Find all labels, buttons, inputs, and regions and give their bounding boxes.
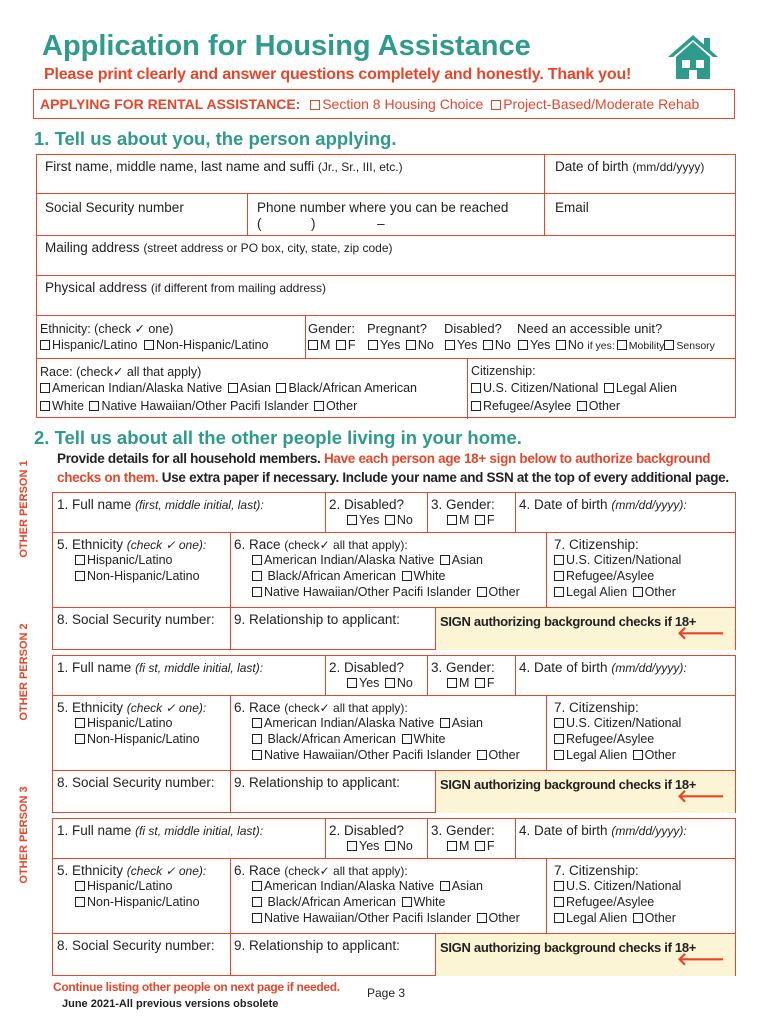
race-label: 6. Race bbox=[234, 537, 281, 552]
legal-alien-checkbox[interactable] bbox=[554, 913, 564, 923]
pregnant-yes-label: Yes bbox=[380, 338, 401, 352]
person-disabled-field bbox=[329, 660, 413, 690]
race-other-checkbox[interactable] bbox=[314, 401, 324, 411]
pregnant-yes-checkbox[interactable] bbox=[368, 340, 378, 350]
race-other-label: Other bbox=[488, 911, 520, 925]
person-citizenship-field bbox=[554, 537, 681, 599]
name-hint: (Jr., Sr., III, etc.) bbox=[317, 160, 403, 174]
fullname-hint: (first, middle initial, last): bbox=[135, 498, 264, 512]
dob-label: Date of birth bbox=[555, 159, 629, 174]
citizenship-label: Citizenship: bbox=[471, 364, 536, 378]
person-ethnicity-field bbox=[57, 700, 206, 746]
disabled-yes-label: Yes bbox=[457, 338, 478, 352]
dob-hint: (mm/dd/yyyy): bbox=[611, 824, 687, 838]
legal-alien-label: Legal Alien bbox=[566, 748, 628, 762]
non-hispanic-label: Non-Hispanic/Latino bbox=[87, 895, 200, 909]
refugee-checkbox[interactable] bbox=[554, 897, 564, 907]
sensory-checkbox[interactable] bbox=[664, 340, 674, 350]
disabled-label: 2. Disabled? bbox=[329, 823, 405, 838]
project-based-label: Project-Based/Moderate Rehab bbox=[503, 96, 700, 112]
citizen-label: U.S. Citizen/National bbox=[566, 716, 682, 730]
race-pacific-label: Native Hawaiian/Other Pacifi Islander bbox=[264, 748, 472, 762]
race-black-label: Black/African American bbox=[267, 895, 397, 909]
citizen-checkbox[interactable] bbox=[554, 881, 564, 891]
race-other-label: Other bbox=[325, 399, 358, 413]
gender-m-checkbox[interactable] bbox=[447, 841, 457, 851]
f-label: F bbox=[486, 839, 495, 853]
m-label: M bbox=[459, 676, 470, 690]
refugee-label: Refugee/Asylee bbox=[566, 895, 655, 909]
disabled-no-checkbox[interactable] bbox=[385, 841, 395, 851]
race-asian-checkbox[interactable] bbox=[228, 383, 238, 393]
fullname-hint: (fi st, middle initial, last): bbox=[135, 824, 264, 838]
rental-assistance-type-box bbox=[33, 89, 735, 119]
gender-f-label: F bbox=[347, 338, 356, 352]
pregnant-no-label: No bbox=[417, 338, 434, 352]
section1-heading: 1. Tell us about you, the person applying. bbox=[34, 128, 397, 149]
race-pacific-checkbox[interactable] bbox=[252, 587, 262, 597]
applicant-email-field[interactable] bbox=[555, 200, 589, 215]
relationship-label: 9. Relationship to applicant: bbox=[234, 775, 400, 790]
person-side-label: OTHER PERSON 2 bbox=[18, 623, 30, 721]
phone-paren-open: ( bbox=[257, 216, 262, 231]
dob-label: 4. Date of birth bbox=[519, 497, 608, 512]
person-relationship-field[interactable] bbox=[234, 612, 400, 627]
hispanic-label: Hispanic/Latino bbox=[87, 879, 173, 893]
race-asian-checkbox[interactable] bbox=[440, 555, 450, 565]
phone-paren-close: ) bbox=[311, 216, 316, 231]
legal-alien-checkbox[interactable] bbox=[554, 587, 564, 597]
hispanic-label: Hispanic/Latino bbox=[87, 716, 173, 730]
race-asian-checkbox[interactable] bbox=[440, 881, 450, 891]
person-disabled-field bbox=[329, 823, 413, 853]
non-hispanic-checkbox[interactable] bbox=[75, 897, 85, 907]
sign-label: SIGN authorizing background checks if 18+ bbox=[440, 777, 697, 792]
disabled-no-checkbox[interactable] bbox=[483, 340, 493, 350]
race-american-indian-label: American Indian/Alaska Native bbox=[264, 553, 435, 567]
cit-other-checkbox[interactable] bbox=[633, 587, 643, 597]
person-fullname-field[interactable] bbox=[57, 497, 264, 512]
race-pacific-checkbox[interactable] bbox=[89, 401, 99, 411]
person-citizenship-field bbox=[554, 863, 681, 925]
person-ssn-field[interactable] bbox=[57, 938, 215, 953]
continue-note: Continue listing other people on next page if needed. bbox=[53, 980, 340, 994]
no-label: No bbox=[396, 513, 413, 527]
person-side-label: OTHER PERSON 3 bbox=[18, 786, 30, 884]
person-block bbox=[52, 492, 736, 650]
person-dob-field[interactable] bbox=[519, 660, 687, 675]
pregnant-no-checkbox[interactable] bbox=[406, 340, 416, 350]
physical-hint: (if different from mailing address) bbox=[150, 281, 327, 295]
citizenship-label: 7. Citizenship: bbox=[554, 863, 639, 878]
race-hint: (check✓ all that apply): bbox=[284, 538, 408, 552]
relationship-label: 9. Relationship to applicant: bbox=[234, 938, 400, 953]
disabled-yes-checkbox[interactable] bbox=[445, 340, 455, 350]
gender-f-checkbox[interactable] bbox=[475, 841, 485, 851]
refugee-checkbox[interactable] bbox=[554, 734, 564, 744]
disabled-yes-checkbox[interactable] bbox=[347, 841, 357, 851]
dob-hint: (mm/dd/yyyy) bbox=[632, 160, 705, 174]
person-race-field bbox=[234, 700, 520, 762]
no-label: No bbox=[396, 839, 413, 853]
race-american-indian-label: American Indian/Alaska Native bbox=[264, 879, 435, 893]
legal-alien-checkbox[interactable] bbox=[604, 383, 614, 393]
person-fullname-field[interactable] bbox=[57, 823, 263, 838]
refugee-label: Refugee/Asylee bbox=[566, 569, 655, 583]
section2-instructions-line2 bbox=[57, 470, 729, 485]
yes-label: Yes bbox=[359, 513, 380, 527]
disabled-no-checkbox[interactable] bbox=[385, 678, 395, 688]
citizenship-label: 7. Citizenship: bbox=[554, 700, 639, 715]
race-white-checkbox[interactable] bbox=[402, 897, 412, 907]
race-pacific-checkbox[interactable] bbox=[252, 913, 262, 923]
refugee-checkbox[interactable] bbox=[471, 401, 481, 411]
email-label: Email bbox=[555, 200, 589, 215]
sign-label: SIGN authorizing background checks if 18+ bbox=[440, 614, 697, 629]
race-american-indian-checkbox[interactable] bbox=[40, 383, 50, 393]
refugee-label: Refugee/Asylee bbox=[566, 732, 655, 746]
gender-options bbox=[308, 338, 356, 352]
applicant-name-field[interactable] bbox=[45, 159, 403, 174]
refugee-checkbox[interactable] bbox=[554, 571, 564, 581]
phone-label: Phone number where you can be reached bbox=[257, 200, 509, 215]
signature-field[interactable] bbox=[436, 608, 735, 650]
ssn-label: 8. Social Security number: bbox=[57, 775, 215, 790]
arrow-left-icon: 🡐 bbox=[676, 949, 725, 969]
race-other-checkbox[interactable] bbox=[477, 913, 487, 923]
ethnicity-hint: (check ✓ one): bbox=[126, 538, 207, 552]
ethnicity-hint: (check ✓ one): bbox=[126, 701, 207, 715]
ethnicity-label: 5. Ethnicity bbox=[57, 700, 124, 715]
cit-other-label: Other bbox=[588, 399, 621, 413]
section2-instructions-line1 bbox=[57, 451, 710, 466]
person-citizenship-field bbox=[554, 700, 681, 762]
applicant-phone-field[interactable] bbox=[257, 200, 508, 231]
cit-other-label: Other bbox=[644, 585, 676, 599]
yes-label: Yes bbox=[359, 676, 380, 690]
no-label: No bbox=[396, 676, 413, 690]
disabled-yes-checkbox[interactable] bbox=[347, 515, 357, 525]
race-label: 6. Race bbox=[234, 700, 281, 715]
person-dob-field[interactable] bbox=[519, 497, 687, 512]
disabled-yes-checkbox[interactable] bbox=[347, 678, 357, 688]
section8-label: Section 8 Housing Choice bbox=[322, 96, 484, 112]
gender-f-checkbox[interactable] bbox=[336, 340, 346, 350]
race-hint: (check✓ all that apply): bbox=[284, 864, 408, 878]
hispanic-checkbox[interactable] bbox=[40, 340, 50, 350]
ssn-label: 8. Social Security number: bbox=[57, 938, 215, 953]
gender-m-label: M bbox=[320, 338, 331, 352]
project-based-checkbox[interactable] bbox=[491, 100, 501, 110]
applicant-dob-field[interactable] bbox=[555, 159, 704, 174]
mobility-label: Mobility bbox=[628, 340, 665, 352]
race-american-indian-checkbox[interactable] bbox=[252, 555, 262, 565]
citizen-checkbox[interactable] bbox=[471, 383, 481, 393]
non-hispanic-checkbox[interactable] bbox=[144, 340, 154, 350]
pregnant-label: Pregnant? bbox=[367, 321, 427, 336]
person-gender-field bbox=[431, 660, 495, 690]
race-white-label: White bbox=[413, 569, 446, 583]
section2-heading: 2. Tell us about all the other people living in your home. bbox=[34, 427, 522, 448]
accessible-no-label: No bbox=[567, 338, 584, 352]
race-other-checkbox[interactable] bbox=[477, 750, 487, 760]
race-label: Race: (check✓ all that apply) bbox=[40, 365, 202, 379]
legal-alien-checkbox[interactable] bbox=[554, 750, 564, 760]
race-black-checkbox[interactable] bbox=[252, 734, 262, 744]
accessible-yes-label: Yes bbox=[530, 338, 551, 352]
section8-checkbox[interactable] bbox=[310, 100, 320, 110]
race-black-checkbox[interactable] bbox=[252, 897, 262, 907]
phone-dash: – bbox=[377, 216, 385, 231]
cit-other-label: Other bbox=[644, 748, 676, 762]
person-block bbox=[52, 655, 736, 813]
person-side-label: OTHER PERSON 1 bbox=[18, 460, 30, 558]
house-icon bbox=[666, 32, 720, 82]
ssn-label: 8. Social Security number: bbox=[57, 612, 215, 627]
race-white-label: White bbox=[413, 732, 446, 746]
person-race-field bbox=[234, 537, 520, 599]
ethnicity-label: Ethnicity: (check ✓ one) bbox=[40, 322, 174, 336]
physical-label: Physical address bbox=[45, 280, 148, 295]
accessible-unit-label: Need an accessible unit? bbox=[517, 321, 663, 336]
race-white-label: White bbox=[52, 399, 84, 413]
mobility-checkbox[interactable] bbox=[617, 340, 627, 350]
citizen-checkbox[interactable] bbox=[554, 718, 564, 728]
race-black-label: Black/African American bbox=[267, 569, 397, 583]
citizenship-options-line1 bbox=[471, 381, 677, 395]
refugee-label: Refugee/Asylee bbox=[483, 399, 572, 413]
legal-alien-label: Legal Alien bbox=[566, 911, 628, 925]
hispanic-checkbox[interactable] bbox=[75, 881, 85, 891]
race-american-indian-label: American Indian/Alaska Native bbox=[264, 716, 435, 730]
race-asian-label: Asian bbox=[451, 553, 483, 567]
gender-f-checkbox[interactable] bbox=[475, 678, 485, 688]
instr-b: Have each person age 18+ sign below to authorize background bbox=[323, 451, 711, 466]
applicant-info-grid bbox=[36, 154, 736, 418]
race-other-checkbox[interactable] bbox=[477, 587, 487, 597]
person-relationship-field[interactable] bbox=[234, 775, 400, 790]
hispanic-checkbox[interactable] bbox=[75, 555, 85, 565]
gender-m-checkbox[interactable] bbox=[447, 515, 457, 525]
sensory-label: Sensory bbox=[676, 340, 715, 352]
instr-c: checks on them. bbox=[57, 470, 159, 485]
race-black-checkbox[interactable] bbox=[276, 383, 286, 393]
disabled-label: 2. Disabled? bbox=[329, 660, 405, 675]
cit-other-label: Other bbox=[644, 911, 676, 925]
race-asian-label: Asian bbox=[239, 381, 271, 395]
ethnicity-options bbox=[40, 338, 269, 352]
citizen-label: U.S. Citizen/National bbox=[483, 381, 599, 395]
citizen-checkbox[interactable] bbox=[554, 555, 564, 565]
hispanic-checkbox[interactable] bbox=[75, 718, 85, 728]
legal-alien-label: Legal Alien bbox=[615, 381, 677, 395]
race-white-checkbox[interactable] bbox=[402, 734, 412, 744]
person-block bbox=[52, 818, 736, 976]
gender-m-checkbox[interactable] bbox=[447, 678, 457, 688]
dob-hint: (mm/dd/yyyy): bbox=[611, 498, 687, 512]
accessible-yes-checkbox[interactable] bbox=[518, 340, 528, 350]
non-hispanic-checkbox[interactable] bbox=[75, 571, 85, 581]
legal-alien-label: Legal Alien bbox=[566, 585, 628, 599]
relationship-label: 9. Relationship to applicant: bbox=[234, 612, 400, 627]
accessible-options bbox=[518, 338, 715, 352]
hispanic-label: Hispanic/Latino bbox=[87, 553, 173, 567]
name-label: First name, middle name, last name and suffi bbox=[45, 159, 315, 174]
dob-hint: (mm/dd/yyyy): bbox=[611, 661, 687, 675]
non-hispanic-checkbox[interactable] bbox=[75, 734, 85, 744]
applicant-ssn-field[interactable] bbox=[45, 200, 184, 215]
race-options-line1 bbox=[40, 381, 417, 395]
page-number: Page 3 bbox=[367, 986, 406, 1000]
fullname-label: 1. Full name bbox=[57, 823, 132, 838]
sign-label: SIGN authorizing background checks if 18+ bbox=[440, 940, 697, 955]
page-title: Application for Housing Assistance bbox=[42, 30, 531, 62]
pregnant-options bbox=[368, 338, 434, 352]
person-race-field bbox=[234, 863, 520, 925]
fullname-hint: (fi st, middle initial, last): bbox=[135, 661, 264, 675]
dob-label: 4. Date of birth bbox=[519, 823, 608, 838]
cit-other-checkbox[interactable] bbox=[633, 750, 643, 760]
cit-other-checkbox[interactable] bbox=[577, 401, 587, 411]
person-disabled-field bbox=[329, 497, 413, 527]
citizenship-options-line2 bbox=[471, 399, 620, 413]
apply-label: APPLYING FOR RENTAL ASSISTANCE: bbox=[40, 96, 301, 112]
race-white-checkbox[interactable] bbox=[40, 401, 50, 411]
arrow-left-icon: 🡐 bbox=[676, 623, 725, 643]
m-label: M bbox=[459, 513, 470, 527]
dob-label: 4. Date of birth bbox=[519, 660, 608, 675]
non-hispanic-label: Non-Hispanic/Latino bbox=[87, 732, 200, 746]
race-asian-label: Asian bbox=[451, 716, 483, 730]
accessible-no-checkbox[interactable] bbox=[556, 340, 566, 350]
race-american-indian-checkbox[interactable] bbox=[252, 881, 262, 891]
race-hint: (check✓ all that apply): bbox=[284, 701, 408, 715]
signature-field[interactable] bbox=[436, 771, 735, 813]
citizenship-label: 7. Citizenship: bbox=[554, 537, 639, 552]
mailing-address-field[interactable] bbox=[45, 240, 393, 255]
gender-m-checkbox[interactable] bbox=[308, 340, 318, 350]
arrow-left-icon: 🡐 bbox=[676, 786, 725, 806]
disabled-no-checkbox[interactable] bbox=[385, 515, 395, 525]
ethnicity-label: 5. Ethnicity bbox=[57, 863, 124, 878]
instr-a: Provide details for all household members. bbox=[57, 451, 321, 466]
race-american-indian-label: American Indian/Alaska Native bbox=[52, 381, 223, 395]
race-asian-label: Asian bbox=[451, 879, 483, 893]
race-pacific-label: Native Hawaiian/Other Pacifi Islander bbox=[101, 399, 309, 413]
race-other-label: Other bbox=[488, 585, 520, 599]
race-label: 6. Race bbox=[234, 863, 281, 878]
gender-label: 3. Gender: bbox=[431, 497, 495, 512]
ethnicity-label: 5. Ethnicity bbox=[57, 537, 124, 552]
race-white-checkbox[interactable] bbox=[402, 571, 412, 581]
non-hispanic-label: Non-Hispanic/Latino bbox=[87, 569, 200, 583]
race-options-line2 bbox=[40, 399, 357, 413]
mailing-label: Mailing address bbox=[45, 240, 140, 255]
race-white-label: White bbox=[413, 895, 446, 909]
yes-label: Yes bbox=[359, 839, 380, 853]
person-fullname-field[interactable] bbox=[57, 660, 263, 675]
race-asian-checkbox[interactable] bbox=[440, 718, 450, 728]
disabled-options bbox=[445, 338, 511, 352]
gender-label: 3. Gender: bbox=[431, 823, 495, 838]
cit-other-checkbox[interactable] bbox=[633, 913, 643, 923]
person-ethnicity-field bbox=[57, 863, 206, 909]
race-pacific-label: Native Hawaiian/Other Pacifi Islander bbox=[264, 911, 472, 925]
citizen-label: U.S. Citizen/National bbox=[566, 879, 682, 893]
m-label: M bbox=[459, 839, 470, 853]
version-note: June 2021-All previous versions obsolete bbox=[62, 998, 279, 1010]
citizen-label: U.S. Citizen/National bbox=[566, 553, 682, 567]
race-black-label: Black/African American bbox=[267, 732, 397, 746]
person-gender-field bbox=[431, 497, 495, 527]
race-pacific-checkbox[interactable] bbox=[252, 750, 262, 760]
person-ssn-field[interactable] bbox=[57, 612, 215, 627]
gender-f-checkbox[interactable] bbox=[475, 515, 485, 525]
f-label: F bbox=[486, 676, 495, 690]
mailing-hint: (street address or PO box, city, state, zip code) bbox=[143, 241, 393, 255]
page-subtitle: Please print clearly and answer questions completely and honestly. Thank you! bbox=[44, 66, 632, 83]
disabled-label: Disabled? bbox=[444, 321, 502, 336]
if-yes-label: if yes: bbox=[587, 340, 615, 352]
race-pacific-label: Native Hawaiian/Other Pacifi Islander bbox=[264, 585, 472, 599]
disabled-no-label: No bbox=[494, 338, 511, 352]
ssn-label: Social Security number bbox=[45, 200, 184, 215]
race-other-label: Other bbox=[488, 748, 520, 762]
non-hispanic-label: Non-Hispanic/Latino bbox=[155, 338, 269, 352]
person-gender-field bbox=[431, 823, 495, 853]
person-ethnicity-field bbox=[57, 537, 206, 583]
race-black-label: Black/African American bbox=[288, 381, 418, 395]
hispanic-label: Hispanic/Latino bbox=[52, 338, 138, 352]
ethnicity-hint: (check ✓ one): bbox=[126, 864, 207, 878]
signature-field[interactable] bbox=[436, 934, 735, 976]
fullname-label: 1. Full name bbox=[57, 497, 132, 512]
fullname-label: 1. Full name bbox=[57, 660, 132, 675]
person-ssn-field[interactable] bbox=[57, 775, 215, 790]
gender-label: Gender: bbox=[308, 321, 355, 336]
race-american-indian-checkbox[interactable] bbox=[252, 718, 262, 728]
disabled-label: 2. Disabled? bbox=[329, 497, 405, 512]
person-dob-field[interactable] bbox=[519, 823, 687, 838]
race-black-checkbox[interactable] bbox=[252, 571, 262, 581]
f-label: F bbox=[486, 513, 495, 527]
person-relationship-field[interactable] bbox=[234, 938, 400, 953]
instr-d: Use extra paper if necessary. Include your name and SSN at the top of every additional page. bbox=[161, 470, 729, 485]
physical-address-field[interactable] bbox=[45, 280, 326, 295]
gender-label: 3. Gender: bbox=[431, 660, 495, 675]
